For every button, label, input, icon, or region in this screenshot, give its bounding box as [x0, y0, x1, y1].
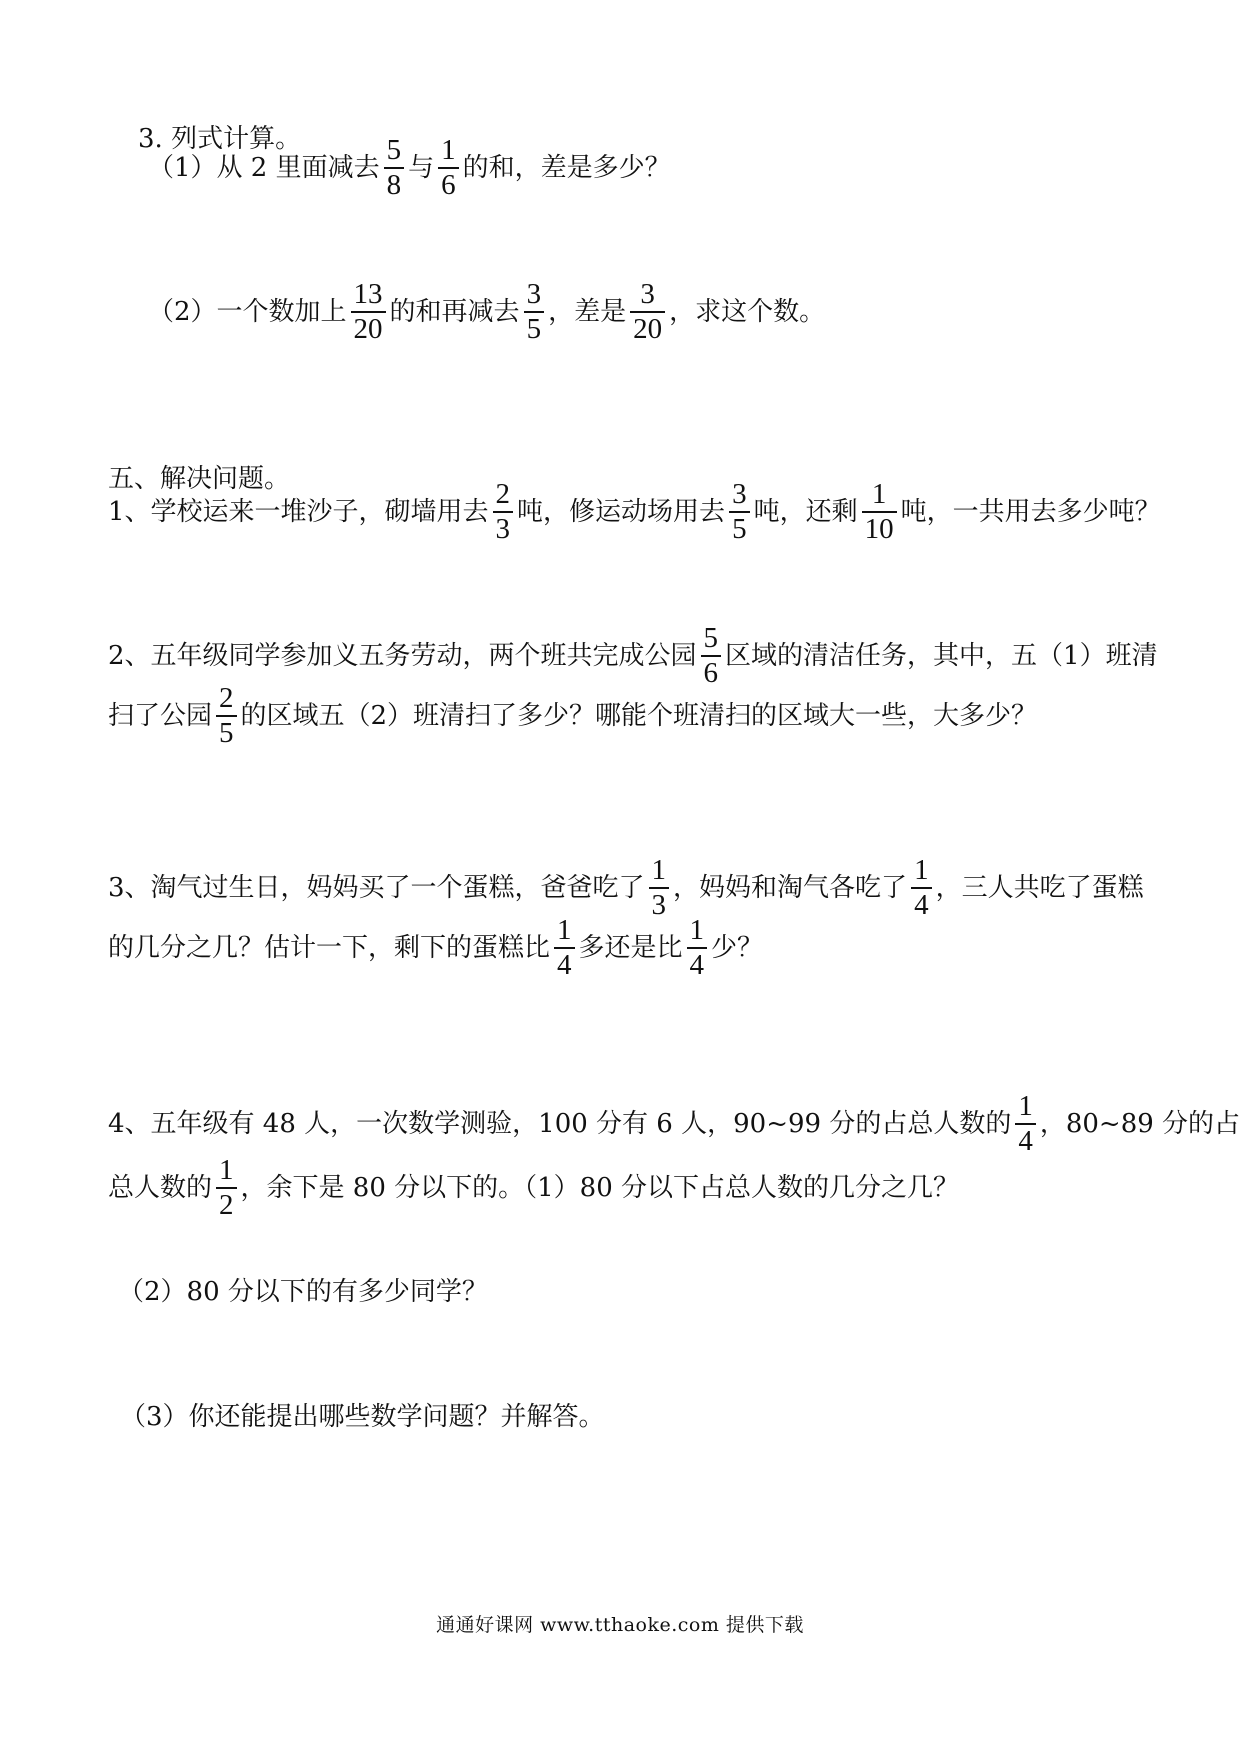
problem-4-q2: （2）80 分以下的有多少同学？ — [118, 1277, 488, 1307]
problem-4-line2 — [108, 1154, 960, 1221]
fraction: $\frac{3}{5}$ — [729, 480, 750, 544]
problem-4-line1 — [108, 1090, 1240, 1157]
section3-title: 3. 列式计算。 — [138, 124, 302, 154]
fraction: $\frac{1}{4}$ — [1015, 1092, 1036, 1156]
q1-suffix: 的和，差是多少？ — [462, 153, 671, 183]
q1-prefix: （1）从 2 里面减去 — [148, 153, 380, 183]
text: ，余下是 80 分以下的。（1）80 分以下占总人数的几分之几？ — [240, 1173, 960, 1203]
text: 总人数的 — [108, 1173, 213, 1203]
fraction: $\frac{5}{6}$ — [701, 624, 722, 688]
fraction: $\frac{3}{5}$ — [524, 280, 545, 344]
text: 4、五年级有 48 人，一次数学测验，100 分有 6 人，90~99 分的占总人数的 — [108, 1109, 1012, 1139]
q2-prefix: （2）一个数加上 — [148, 297, 347, 327]
q2-mid1: 的和再减去 — [389, 297, 520, 327]
text: 吨，修运动场用去 — [517, 497, 726, 527]
problem-4-q3: （3）你还能提出哪些数学问题？并解答。 — [120, 1402, 605, 1432]
section3-q1 — [148, 134, 671, 201]
q2-suffix: ，求这个数。 — [669, 297, 826, 327]
fraction: $\frac{1}{4}$ — [911, 856, 932, 920]
text: 吨，一共用去多少吨？ — [900, 497, 1161, 527]
text: ，妈妈和淘气各吃了 — [673, 873, 908, 903]
fraction: $\frac{1}{10}$ — [862, 480, 897, 544]
fraction: $\frac{2}{5}$ — [216, 684, 237, 748]
text: 吨，还剩 — [753, 497, 858, 527]
fraction: $\frac{1}{6}$ — [438, 136, 459, 200]
problem-2-line2 — [108, 682, 1038, 749]
text: 1、学校运来一堆沙子，砌墙用去 — [108, 497, 489, 527]
q1-mid: 与 — [408, 153, 435, 183]
text: 3、淘气过生日，妈妈买了一个蛋糕，爸爸吃了 — [108, 873, 645, 903]
problem-2-line1 — [108, 622, 1158, 689]
fraction: $\frac{1}{4}$ — [687, 916, 708, 980]
fraction: $\frac{1}{2}$ — [216, 1156, 237, 1220]
fraction: $\frac{13}{20}$ — [351, 280, 386, 344]
fraction: $\frac{3}{20}$ — [630, 280, 665, 344]
text: ，80~89 分的占 — [1039, 1109, 1240, 1139]
text: 扫了公园 — [108, 701, 213, 731]
text: 的区域五（2）班清扫了多少？哪能个班清扫的区域大一些，大多少？ — [240, 701, 1038, 731]
text: ，三人共吃了蛋糕 — [935, 873, 1144, 903]
problem-3-line1 — [108, 854, 1144, 921]
text: 2、五年级同学参加义五务劳动，两个班共完成公园 — [108, 641, 697, 671]
text: 多还是比 — [578, 933, 683, 963]
text: 区域的清洁任务，其中，五（1）班清 — [725, 641, 1158, 671]
fraction: $\frac{1}{4}$ — [554, 916, 575, 980]
text: 的几分之几？估计一下，剩下的蛋糕比 — [108, 933, 551, 963]
section3-q2 — [148, 278, 826, 345]
text: 少？ — [711, 933, 764, 963]
fraction: $\frac{5}{8}$ — [384, 136, 405, 200]
problem-3-line2 — [108, 914, 764, 981]
q2-mid2: ，差是 — [548, 297, 627, 327]
footer-text: 通通好课网 www.tthaoke.com 提供下载 — [436, 1614, 804, 1636]
fraction: $\frac{1}{3}$ — [649, 856, 670, 920]
section5-title: 五、解决问题。 — [108, 464, 291, 494]
fraction: $\frac{2}{3}$ — [493, 480, 514, 544]
